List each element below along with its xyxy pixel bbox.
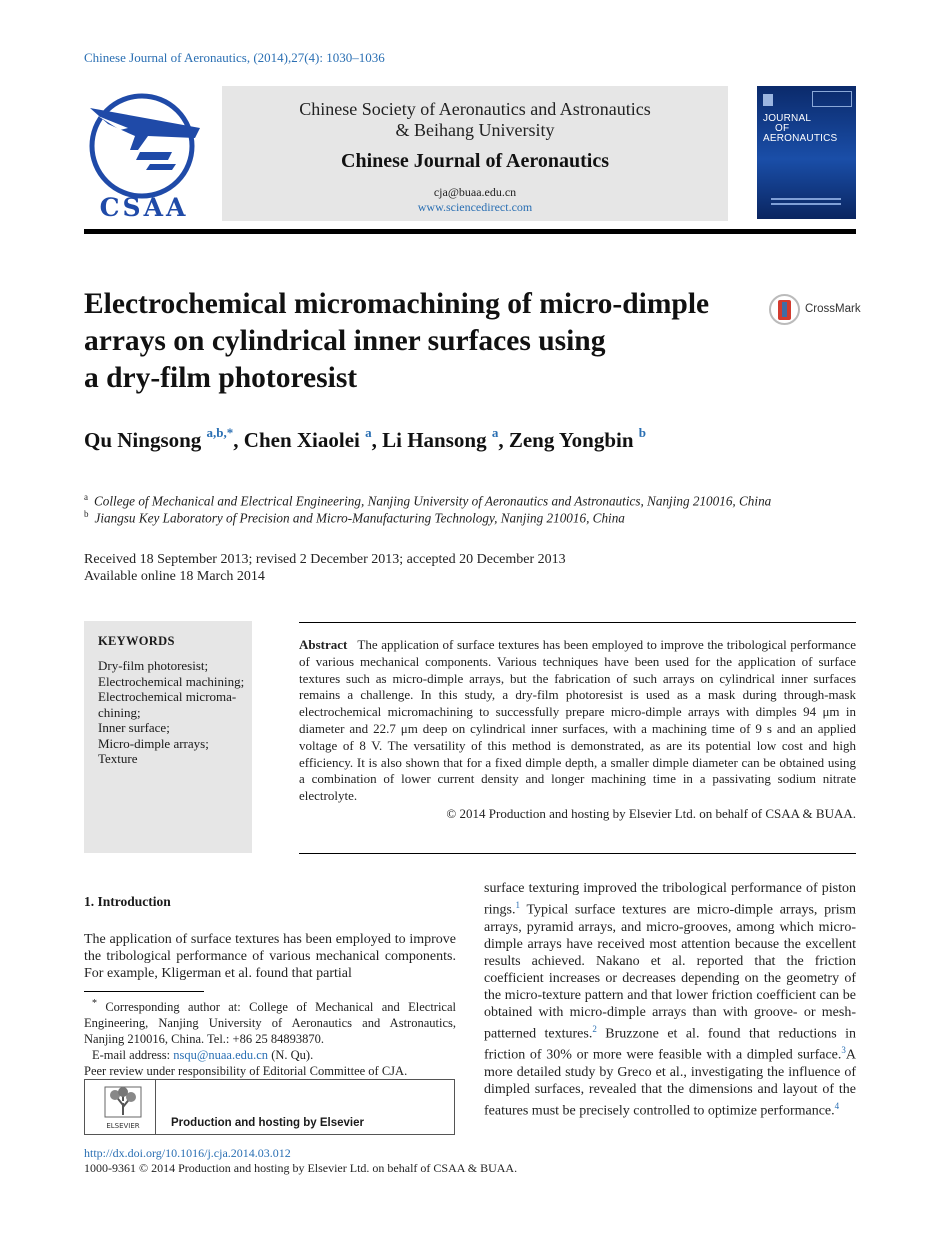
crossmark-badge[interactable] (769, 294, 859, 328)
author-affil-mark[interactable]: a (365, 425, 372, 440)
journal-reference[interactable]: Chinese Journal of Aeronautics, (2014),27(4): 1030–1036 (84, 50, 385, 65)
crossmark-label: CrossMark (805, 303, 861, 315)
keyword-item: Inner surface; (98, 720, 170, 735)
elsevier-tree-logo (97, 1085, 149, 1131)
author-affil-mark[interactable]: a,b,* (206, 425, 234, 440)
journal-name: Chinese Journal of Aeronautics (341, 150, 609, 172)
doi-link[interactable]: http://dx.doi.org/10.1016/j.cja.2014.03.012 (84, 1146, 291, 1160)
keyword-item: Texture (98, 751, 138, 766)
sciencedirect-link[interactable]: www.sciencedirect.com (417, 200, 533, 214)
keyword-item: Dry-film photoresist; (98, 658, 209, 673)
cover-footer-lines (771, 198, 841, 200)
keywords-box (84, 621, 252, 853)
abstract-bottom-rule (299, 853, 856, 854)
issn-copyright: 1000-9361 © 2014 Production and hosting by Elsevier Ltd. on behalf of CSAA & BUAA. (84, 1161, 518, 1175)
author-email-link[interactable]: nsqu@nuaa.edu.cn (173, 1048, 269, 1063)
elsevier-production-box (84, 1079, 455, 1135)
journal-email: cja@buaa.edu.cn (433, 185, 517, 199)
author-list: Qu Ningsong $^{a,b,*}$, Chen Xiaolei $^a$, Li Hansong $^a$, Zeng Yongbin $^b$ (84, 425, 647, 452)
abstract-copyright: © 2014 Production and hosting by Elsevier Ltd. on behalf of CSAA & BUAA. (446, 806, 856, 821)
article-title: Electrochemical micromachining of micro-dimple arrays on cylindrical inner surfaces using a dry-film photoresist (84, 288, 710, 394)
section-heading-introduction: 1. Introduction (84, 894, 171, 909)
affiliation-b: $^b$ Jiangsu Key Laboratory of Precision and Micro-Manufacturing Technology, Nanjing 210016, China (84, 509, 625, 526)
cover-title: JOURNAL OF AERONAUTICS (763, 113, 838, 144)
keywords-heading: KEYWORDS (98, 634, 175, 648)
abstract-top-rule (299, 622, 856, 623)
journal-cover-image (757, 86, 856, 219)
author-name: Zeng Yongbin (508, 428, 634, 452)
logo-text: CSAA (99, 193, 189, 220)
citation-ref[interactable]: 3 (841, 1045, 846, 1056)
footnote: * Corresponding author at: College of Mechanical and Electrical Engineering, Nanjing University of Aeronautics and Astronautics, Nanjing 210016, China. Tel.: +86 25 84893870. E-mail address: nsqu@nuaa.edu.cn (N. Qu). Peer review under responsibility of Editorial Committee of CJA. (84, 998, 456, 1079)
box-divider (155, 1080, 156, 1134)
citation-ref[interactable]: 2 (592, 1023, 597, 1034)
author-affil-mark[interactable]: b (638, 425, 647, 440)
footnote-rule (84, 991, 204, 992)
production-label: Production and hosting by Elsevier (171, 1117, 364, 1129)
citation-ref[interactable]: 4 (834, 1100, 840, 1111)
abstract-heading: Abstract (299, 637, 348, 652)
abstract-body: Abstract The application of surface textures has been employed to improve the tribological performance of various mechanical components. Various techniques have been used for the application of surface textures such as micro-dimple arrays, but the fabrication of such arrays on cylindrical inner surfaces remains a challenge. In this study, a dry-film photoresist is used as a mask during through-mask electrochemical micromachining to successfully prepare micro-dimple arrays with dimples 94 μm in diameter and 22.7 μm deep on cylindrical inner surfaces, with a machining time of 9 s and an applied voltage of 8 V. The versatility of this method is demonstrated, as are its potential low cost and high efficiency. It is also shown that for a fixed dimple depth, a smaller dimple diameter can be obtained using a combination of lower current density and longer machining time in a passivating sodium nitrate electrolyte. (299, 637, 856, 804)
keyword-item: Micro-dimple arrays; (98, 735, 209, 751)
cover-badge (763, 94, 773, 106)
keywords-list (98, 658, 250, 767)
affiliation-a: $^a$ College of Mechanical and Electrical Engineering, Nanjing University of Aeronautics and Astronautics, Nanjing 210016, China (84, 492, 772, 509)
keyword-item: Electrochemical microma- (98, 689, 237, 704)
cover-info-box (812, 91, 852, 107)
header-rule (84, 229, 856, 234)
author-name: Li Hansong (382, 428, 487, 452)
article-dates: Received 18 September 2013; revised 2 December 2013; accepted 20 December 2013 Available online 18 March 2014 (84, 552, 566, 584)
csaa-logo (80, 88, 210, 220)
society-name: Chinese Society of Aeronautics and Astronautics & Beihang University (299, 99, 651, 140)
intro-paragraph-left: The application of surface textures has been employed to improve the tribological performance of various mechanical components. For example, Kligerman et al. found that partial (84, 932, 456, 981)
journal-banner (222, 86, 728, 221)
keyword-item: chining; (98, 704, 141, 720)
svg-text:ELSEVIER: ELSEVIER (106, 1122, 140, 1130)
author-name: Chen Xiaolei (243, 428, 360, 452)
author-affil-mark[interactable]: a (491, 425, 499, 440)
crossmark-icon (769, 294, 800, 325)
author-name: Qu Ningsong (84, 428, 202, 452)
citation-ref[interactable]: 1 (515, 900, 520, 910)
intro-paragraph-right: surface texturing improved the tribological performance of piston rings.$^1$ Typical surface textures are micro-dimple arrays, prism arrays, pyramid arrays, and micro-grooves, among which micro-dimple arrays have received most attention because the excellent results achieved. Nakano et al. reported that the friction coefficient increases or decreases depending on the geometry of the micro-texture pattern and that lower friction coefficient can be obtained with micro-dimple arrays than with groove- or mesh-patterned textures.$^2$ Bruzzone et al. found that reductions in friction of 30% or more were feasible with a dimpled surface.$^3$A more detailed study by Greco et al., investigating the influence of dimpled surfaces, revealed that the dimensions and layout of the features must be precisely controlled to optimize performance.$^4$ (484, 881, 856, 1119)
keyword-item: Electrochemical machining; (98, 673, 245, 689)
